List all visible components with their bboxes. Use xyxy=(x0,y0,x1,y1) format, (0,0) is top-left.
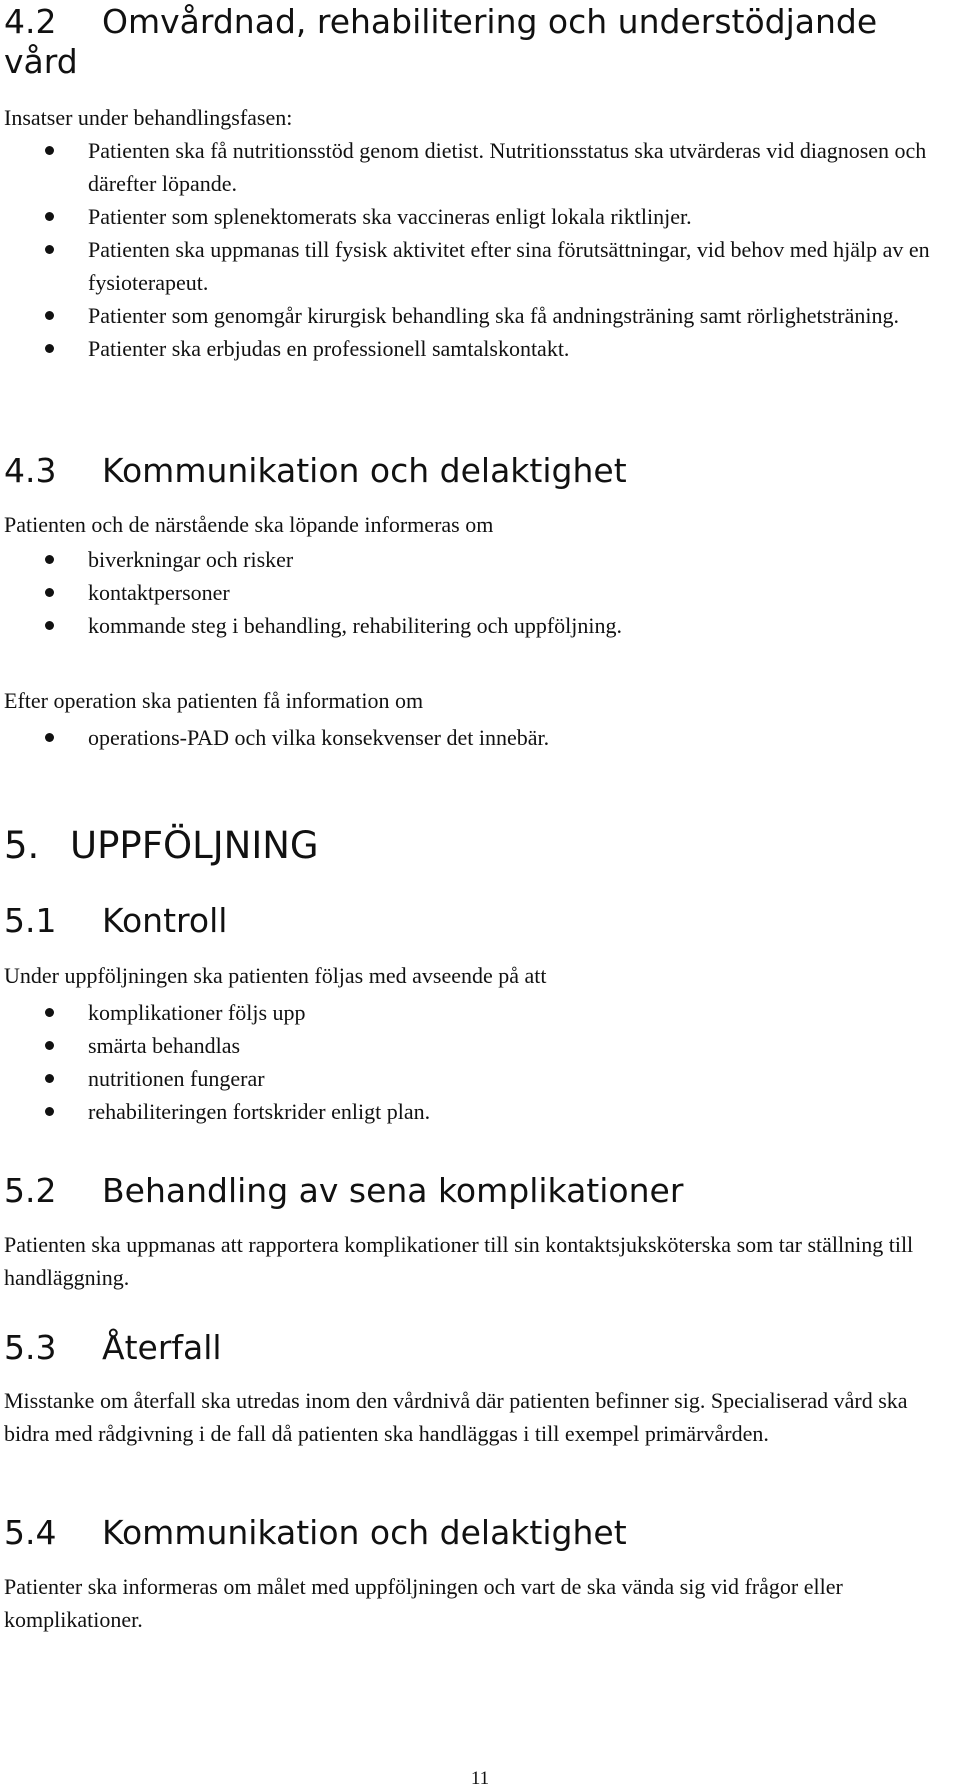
list-item-text: Patienten ska få nutritionsstöd genom dietist. Nutritionsstatus ska utvärderas vid diagnosen och därefter löpande. xyxy=(88,138,927,196)
section-number: 5.3 xyxy=(4,1328,57,1367)
heading-4-2 xyxy=(4,2,920,82)
bullet-icon xyxy=(45,1041,54,1050)
list-item xyxy=(0,1062,954,1095)
section-number: 5.2 xyxy=(4,1171,57,1210)
list-item-text: Patienter som genomgår kirurgisk behandling ska få andningsträning samt rörlighetsträning. xyxy=(88,303,899,328)
bullet-icon xyxy=(45,588,54,597)
bullet-list-5-1 xyxy=(0,996,954,1128)
section-number: 5. xyxy=(4,824,40,867)
section-title: Kommunikation och delaktighet xyxy=(102,451,627,490)
bullet-list-4-2 xyxy=(0,134,954,365)
bullet-list-4-3-b xyxy=(0,721,954,754)
paragraph-intro-5-1: Under uppföljningen ska patienten följas med avseende på att xyxy=(4,963,547,988)
list-item xyxy=(0,576,954,609)
heading-5-3 xyxy=(4,1328,222,1368)
list-item-text: smärta behandlas xyxy=(88,1033,241,1058)
list-item xyxy=(0,332,954,365)
list-item xyxy=(0,721,954,754)
list-item-text: kontaktpersoner xyxy=(88,580,230,605)
section-number: 5.4 xyxy=(4,1513,57,1552)
bullet-icon xyxy=(45,245,54,254)
list-item xyxy=(0,1095,954,1128)
section-title: Kontroll xyxy=(102,901,228,940)
paragraph-5-4: Patienter ska informeras om målet med uppföljningen och vart de ska vända sig vid frågor eller komplikationer. xyxy=(4,1574,843,1632)
list-item xyxy=(0,609,954,642)
bullet-icon xyxy=(45,1107,54,1116)
list-item xyxy=(0,996,954,1029)
list-item xyxy=(0,1029,954,1062)
bullet-list-4-3 xyxy=(0,543,954,642)
section-title: Återfall xyxy=(102,1328,222,1367)
list-item-text: operations-PAD och vilka konsekvenser det innebär. xyxy=(88,725,550,750)
paragraph-5-2: Patienten ska uppmanas att rapportera komplikationer till sin kontaktsjuksköterska som tar ställning till handläggning. xyxy=(4,1232,914,1290)
list-item xyxy=(0,233,954,299)
section-title: UPPFÖLJNING xyxy=(70,824,319,867)
bullet-icon xyxy=(45,212,54,221)
list-item-text: biverkningar och risker xyxy=(88,547,294,572)
list-item xyxy=(0,200,954,233)
heading-5 xyxy=(4,824,319,868)
list-item-text: rehabiliteringen fortskrider enligt plan. xyxy=(88,1099,431,1124)
list-item-text: kommande steg i behandling, rehabilitering och uppföljning. xyxy=(88,613,622,638)
section-number: 4.3 xyxy=(4,451,57,490)
heading-4-3 xyxy=(4,451,627,491)
paragraph-intro-4-3: Patienten och de närstående ska löpande informeras om xyxy=(4,512,494,537)
bullet-icon xyxy=(45,344,54,353)
bullet-icon xyxy=(45,1074,54,1083)
list-item xyxy=(0,543,954,576)
section-title: Omvårdnad, rehabilitering och understödjande vård xyxy=(4,2,878,81)
heading-5-1 xyxy=(4,901,227,941)
section-title: Kommunikation och delaktighet xyxy=(102,1513,627,1552)
bullet-icon xyxy=(45,146,54,155)
paragraph-intro-4-2: Insatser under behandlingsfasen: xyxy=(4,105,293,130)
heading-5-2 xyxy=(4,1171,683,1211)
bullet-icon xyxy=(45,1008,54,1017)
bullet-icon xyxy=(45,555,54,564)
list-item-text: Patienten ska uppmanas till fysisk aktivitet efter sina förutsättningar, vid behov med hjälp av en fysioterapeut. xyxy=(88,237,930,295)
section-title: Behandling av sena komplikationer xyxy=(102,1171,684,1210)
list-item xyxy=(0,134,954,200)
list-item-text: nutritionen fungerar xyxy=(88,1066,265,1091)
heading-5-4 xyxy=(4,1513,627,1553)
bullet-icon xyxy=(45,621,54,630)
page-number: 11 xyxy=(470,1768,490,1789)
list-item-text: Patienter som splenektomerats ska vaccineras enligt lokala riktlinjer. xyxy=(88,204,692,229)
list-item xyxy=(0,299,954,332)
bullet-icon xyxy=(45,311,54,320)
paragraph-intro-4-3-b: Efter operation ska patienten få information om xyxy=(4,688,424,713)
section-number: 4.2 xyxy=(4,2,57,41)
list-item-text: komplikationer följs upp xyxy=(88,1000,306,1025)
list-item-text: Patienter ska erbjudas en professionell samtalskontakt. xyxy=(88,336,570,361)
section-number: 5.1 xyxy=(4,901,57,940)
paragraph-5-3: Misstanke om återfall ska utredas inom den vårdnivå där patienten befinner sig. Specialiserad vård ska bidra med rådgivning i de fall då patienten ska handläggas i till exempel primärvården. xyxy=(4,1388,908,1446)
bullet-icon xyxy=(45,733,54,742)
